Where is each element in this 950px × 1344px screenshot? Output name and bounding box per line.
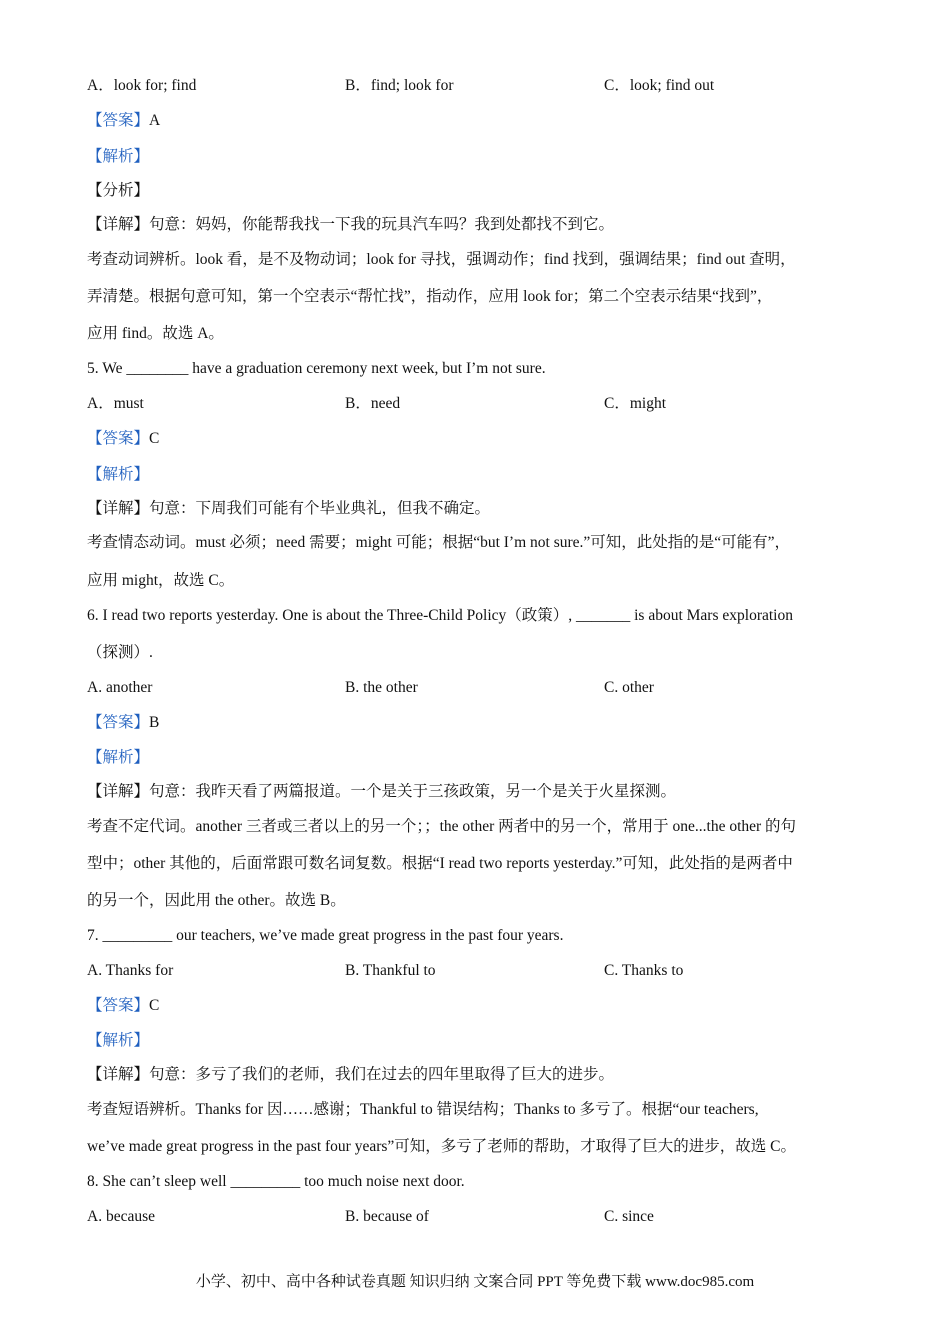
q5-option-c: C．might [604, 395, 667, 412]
q8-option-a: A. because [87, 1208, 155, 1225]
answer-value: C [149, 997, 160, 1014]
q8-question: 8. She can’t sleep well _________ too much noise next door. [87, 1173, 465, 1190]
q6-analysis-tag: 【解析】 [87, 749, 150, 766]
detail-text: 句意：妈妈，你能帮我找一下我的玩具汽车吗？我到处都找不到它。 [149, 216, 615, 233]
answer-tag: 【答案】 [87, 430, 150, 447]
q6-options [87, 678, 887, 698]
q5-option-b: B．need [345, 395, 401, 412]
q7-option-a: A. Thanks for [87, 962, 174, 979]
answer-tag: 【答案】 [87, 714, 150, 731]
detail-tag: 【详解】 [87, 783, 150, 800]
q8-option-c: C. since [604, 1208, 654, 1225]
detail-text: 句意：我昨天看了两篇报道。一个是关于三孩政策，另一个是关于火星探测。 [149, 783, 677, 800]
detail-tag: 【详解】 [87, 1066, 150, 1083]
q6-option-a: A. another [87, 679, 153, 696]
q8-options [87, 1207, 887, 1227]
detail-text: 句意：下周我们可能有个毕业典礼，但我不确定。 [149, 500, 491, 517]
q5-question: 5. We ________ have a graduation ceremony next week, but I’m not sure. [87, 360, 546, 377]
q7-answer [87, 996, 159, 1016]
q4-answer [87, 111, 160, 131]
q7-detail [87, 1065, 614, 1085]
detail-tag: 【详解】 [87, 500, 150, 517]
q7-options [87, 961, 887, 981]
q7-option-b: B. Thankful to [345, 962, 436, 979]
q5-answer [87, 429, 159, 449]
answer-tag: 【答案】 [87, 112, 150, 129]
page-footer: 小学、初中、高中各种试卷真题 知识归纳 文案合同 PPT 等免费下载 www.doc985.com [195, 1274, 755, 1290]
q6-question-line: 6. I read two reports yesterday. One is about the Three-Child Policy（政策）, _______ is about Mars exploration [87, 607, 793, 624]
q6-question-line: （探测）. [87, 644, 153, 661]
q6-explain-line: 的另一个，因此用 the other。故选 B。 [87, 892, 346, 909]
q4-option-b: B．find; look for [345, 77, 454, 94]
answer-tag: 【答案】 [87, 997, 150, 1014]
q4-fenxi-tag: 【分析】 [87, 182, 150, 199]
q5-analysis-tag: 【解析】 [87, 466, 150, 483]
q7-analysis-tag: 【解析】 [87, 1032, 150, 1049]
q4-option-a: A．look for; find [87, 77, 197, 94]
q8-option-b: B. because of [345, 1208, 429, 1225]
answer-value: B [149, 714, 160, 731]
detail-tag: 【详解】 [87, 216, 150, 233]
q7-explain-line: 考查短语辨析。Thanks for 因……感谢；Thankful to 错误结构；Thanks to 多亏了。根据“our teachers, [87, 1101, 759, 1118]
q4-option-c: C．look; find out [604, 77, 715, 94]
q6-option-c: C. other [604, 679, 654, 696]
answer-value: A [149, 112, 161, 129]
q6-explain-line: 型中；other 其他的，后面常跟可数名词复数。根据“I read two reports yesterday.”可知，此处指的是两者中 [87, 855, 793, 872]
q6-detail [87, 782, 676, 802]
q6-option-b: B. the other [345, 679, 418, 696]
q7-question: 7. _________ our teachers, we’ve made great progress in the past four years. [87, 927, 564, 944]
q4-explain-line: 应用 find。故选 A。 [87, 325, 224, 342]
q5-detail [87, 499, 490, 519]
q5-options [87, 394, 887, 414]
q4-analysis-tag: 【解析】 [87, 148, 150, 165]
q5-explain-line: 应用 might，故选 C。 [87, 572, 235, 589]
q7-option-c: C. Thanks to [604, 962, 684, 979]
q7-explain-line: we’ve made great progress in the past four years”可知，多亏了老师的帮助，才取得了巨大的进步，故选 C。 [87, 1138, 797, 1155]
q6-answer [87, 713, 159, 733]
q5-explain-line: 考查情态动词。must 必须；need 需要；might 可能；根据“but I’m not sure.”可知，此处指的是“可能有”， [87, 534, 791, 551]
detail-text: 句意：多亏了我们的老师，我们在过去的四年里取得了巨大的进步。 [149, 1066, 615, 1083]
q6-explain-line: 考查不定代词。another 三者或三者以上的另一个；；the other 两者中的另一个，常用于 one...the other 的句 [87, 818, 797, 835]
answer-value: C [149, 430, 160, 447]
q4-explain-line: 弄清楚。根据句意可知，第一个空表示“帮忙找”，指动作，应用 look for；第二个空表示结果“找到”， [87, 288, 773, 305]
q4-options [87, 76, 887, 96]
q4-detail [87, 215, 614, 235]
q4-explain-line: 考查动词辨析。look 看，是不及物动词；look for 寻找，强调动作；find 找到，强调结果；find out 查明， [87, 251, 796, 268]
q5-option-a: A．must [87, 395, 144, 412]
